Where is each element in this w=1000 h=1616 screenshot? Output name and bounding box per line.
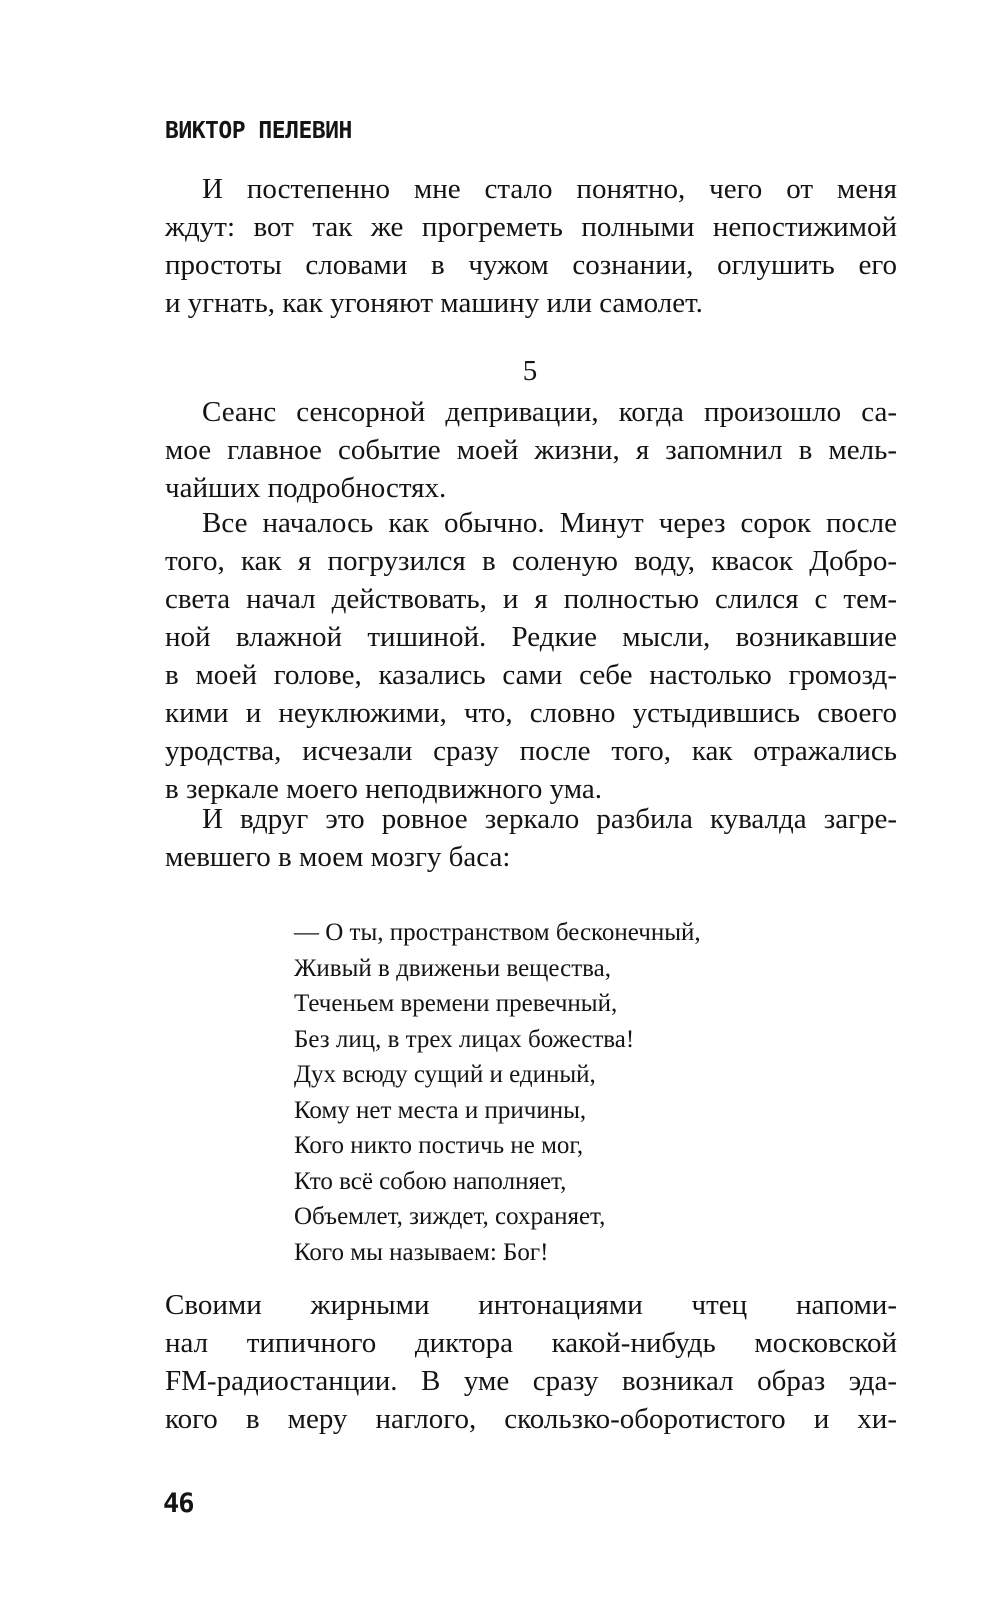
poem-line: Живый в движеньи вещества, [294,954,611,982]
poem-line: Кого никто постичь не мог, [294,1132,584,1159]
text-line: в зеркале моего неподвижного ума. [165,773,603,805]
chapter-number: 5 [522,355,538,387]
text-line: Все началось как обычно. Минут через сорок после [202,507,897,539]
page-number: 46 [163,1488,194,1519]
text-line: мевшего в моем мозгу баса: [165,841,511,873]
text-line: Сеанс сенсорной депривации, когда произошло са- [202,396,897,428]
text-line: уродства, исчезали сразу после того, как отражались [165,735,897,767]
poem-line: Объемлет, зиждет, сохраняет, [294,1203,606,1230]
text-line: чайших подробностях. [165,472,447,504]
poem-line: Теченьем времени превечный, [294,990,618,1017]
text-line: мое главное событие моей жизни, я запомнил в мель- [165,434,897,466]
text-line: FM-радиостанции. В уме сразу возникал образ эда- [165,1365,897,1397]
text-line: И постепенно мне стало понятно, чего от меня [202,173,897,205]
poem-line: Кто всё собою наполняет, [294,1167,567,1195]
paragraph-text [165,1286,897,1438]
text-line: нал типичного диктора какой-нибудь московской [165,1327,897,1359]
paragraph [165,504,897,808]
text-line: ной влажной тишиной. Редкие мысли, возникавшие [165,621,897,653]
text-line: кого в меру наглого, скользко-оборотистого и хи- [165,1403,897,1435]
poem-quote [294,915,701,1270]
paragraph [165,393,897,507]
text-line: И вдруг это ровное зеркало разбила кувалда загре- [202,803,897,835]
text-line: ждут: вот так же прогреметь полными непостижимой [165,211,897,243]
text-line: Своими жирными интонациями чтец напоми- [165,1289,897,1321]
poem-line: — О ты, пространством бесконечный, [294,919,701,946]
text-line: в моей голове, казались сами себе настолько громозд- [165,659,897,691]
paragraph-text [165,393,897,507]
text-line: кими и неуклюжими, что, словно устыдившись своего [165,697,897,729]
paragraph-text [165,800,897,876]
paragraph [165,800,897,876]
text-line: простоты словами в чужом сознании, оглушить его [165,249,897,281]
poem-line: Кому нет места и причины, [294,1096,587,1124]
poem-line: Без лиц, в трех лицах божества! [294,1025,635,1053]
paragraph [165,170,897,322]
text-line: и угнать, как угоняют машину или самолет. [165,287,703,319]
poem-line: Дух всюду сущий и единый, [294,1061,596,1088]
paragraph-text [165,170,897,322]
poem-line: Кого мы называем: Бог! [294,1238,549,1266]
running-head-author: ВИКТОР ПЕЛЕВИН [165,118,352,144]
paragraph [165,1286,897,1438]
text-line: света начал действовать, и я полностью слился с тем- [165,583,897,615]
paragraph-text [165,504,897,808]
text-line: того, как я погрузился в соленую воду, квасок Добро- [165,545,897,577]
